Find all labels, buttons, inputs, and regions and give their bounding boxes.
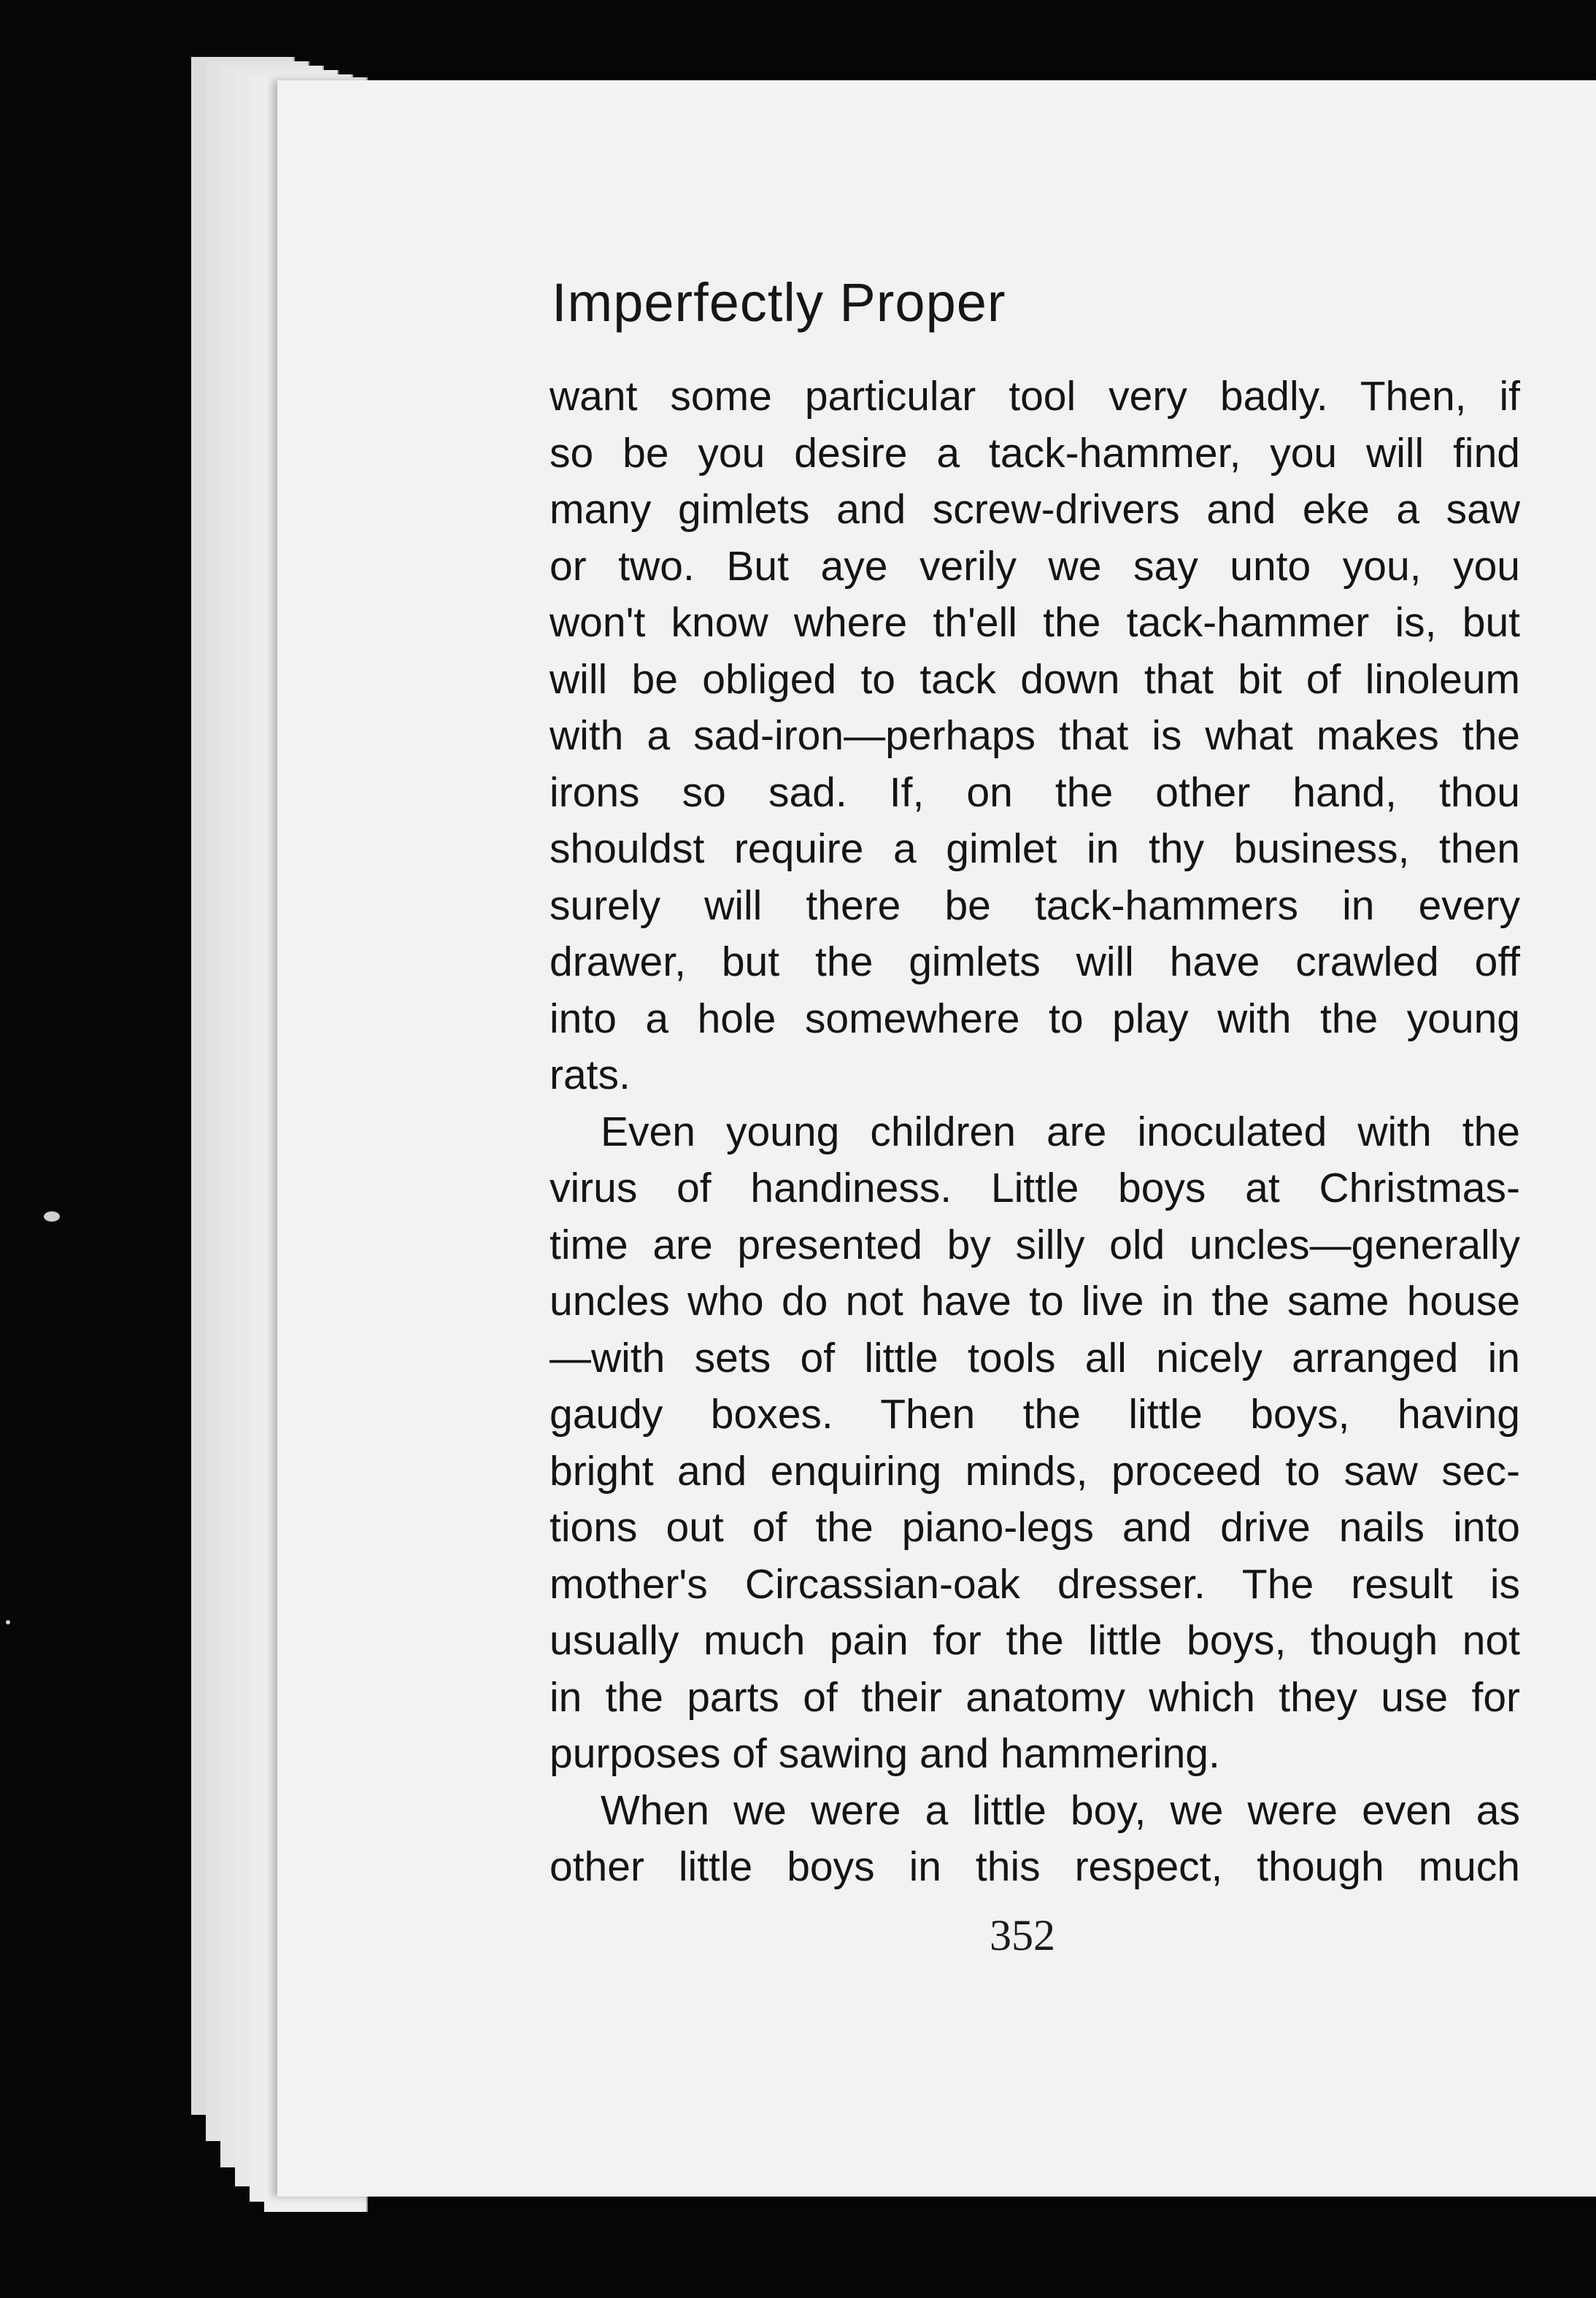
text-line: shouldst require a gimlet in thy business, then [550, 825, 1520, 872]
running-head: Imperfectly Proper [552, 272, 1006, 333]
text-line: bright and enquiring minds, proceed to saw sec- [550, 1447, 1520, 1495]
dust-speck [6, 1620, 10, 1624]
text-line: When we were a little boy, we were even as [601, 1786, 1520, 1834]
body-text [550, 369, 1520, 1896]
text-line: rats. [550, 1052, 631, 1098]
text-line: with a sad-iron—perhaps that is what makes the [550, 712, 1520, 759]
text-line: other little boys in this respect, though much [550, 1843, 1520, 1890]
text-line: drawer, but the gimlets will have crawled off [550, 938, 1520, 985]
text-line: usually much pain for the little boys, though not [550, 1617, 1520, 1664]
text-line: gaudy boxes. Then the little boys, having [550, 1391, 1520, 1438]
text-line: surely will there be tack-hammers in every [550, 882, 1520, 929]
text-line: will be obliged to tack down that bit of linoleum [550, 655, 1520, 703]
text-line: tions out of the piano-legs and drive nails into [550, 1504, 1520, 1551]
text-line: irons so sad. If, on the other hand, thou [550, 768, 1520, 816]
text-line: want some particular tool very badly. Then, if [550, 373, 1520, 420]
dust-speck [44, 1211, 60, 1222]
text-line: in the parts of their anatomy which they use for [550, 1673, 1520, 1721]
paragraph [550, 369, 1520, 1104]
text-line: uncles who do not have to live in the same house [550, 1278, 1520, 1325]
text-line: many gimlets and screw-drivers and eke a saw [550, 486, 1520, 533]
text-line: mother's Circassian-oak dresser. The result is [550, 1560, 1520, 1608]
text-line: —with sets of little tools all nicely arranged in [550, 1334, 1520, 1381]
text-line: virus of handiness. Little boys at Christmas- [550, 1165, 1520, 1211]
text-line: or two. But aye verily we say unto you, you [550, 542, 1520, 590]
text-line: won't know where th'ell the tack-hammer is, but [550, 599, 1520, 646]
text-line: purposes of sawing and hammering. [550, 1730, 1220, 1777]
text-line: into a hole somewhere to play with the young [550, 995, 1520, 1042]
text-line: time are presented by silly old uncles—generally [550, 1221, 1520, 1268]
paragraph [550, 1104, 1520, 1783]
paragraph [550, 1783, 1520, 1896]
page-number: 352 [990, 1911, 1055, 1959]
text-line: so be you desire a tack-hammer, you will find [550, 429, 1520, 477]
text-line: Even young children are inoculated with the [601, 1108, 1520, 1155]
